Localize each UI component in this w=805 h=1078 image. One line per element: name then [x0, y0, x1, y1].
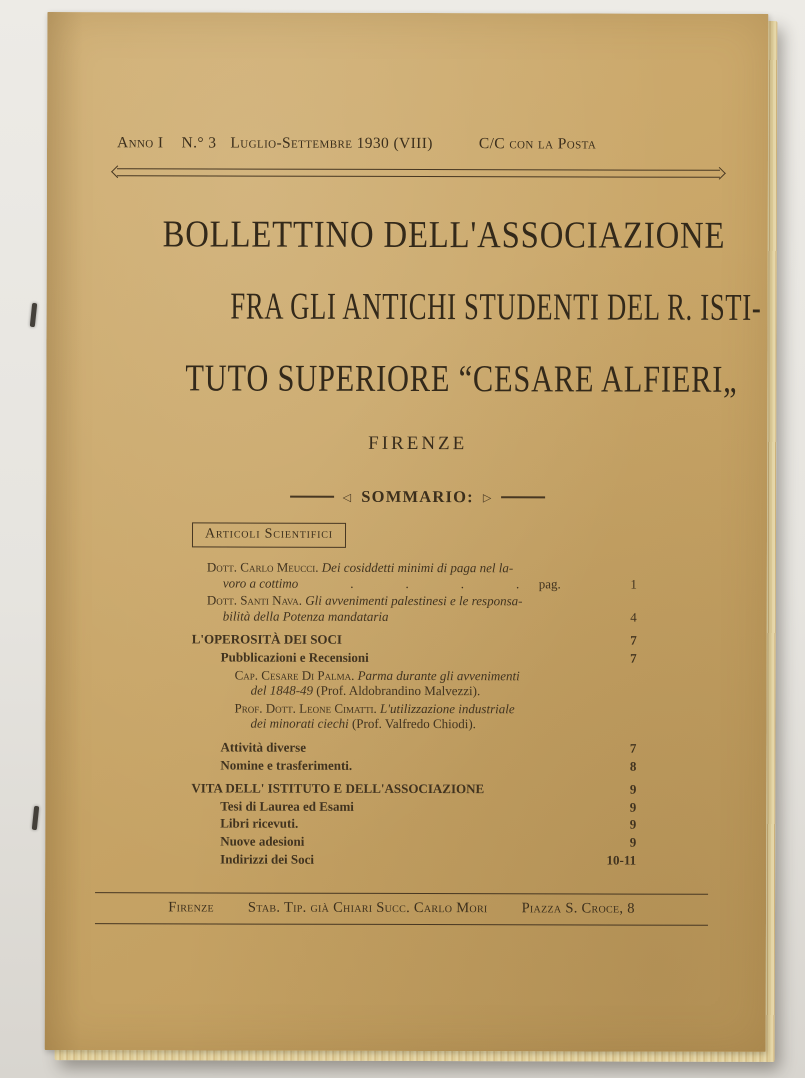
issue-date: Luglio-Settembre 1930 (VIII) [230, 134, 433, 153]
sommario-label: SOMMARIO: [361, 486, 474, 507]
booklet [45, 12, 778, 1062]
toc-item [191, 816, 636, 833]
toc-item [191, 833, 636, 850]
issue-year: Anno I [117, 134, 164, 152]
toc-page-number: 7 [630, 632, 637, 648]
toc-item [191, 781, 636, 798]
left-triangle-icon: ◁ [342, 490, 353, 504]
left-rule-segment [290, 496, 334, 498]
toc-list [191, 559, 637, 867]
title-line-1: BOLLETTINO DELL'ASSOCIAZIONE [162, 213, 726, 257]
toc-item [192, 559, 637, 591]
toc-entry-text: Libri ricevuti. [220, 815, 299, 832]
toc-entry-text: Attività diverse [220, 739, 307, 755]
articoli-scientifici-box: Articoli Scientifici [192, 522, 346, 547]
staple-top [30, 303, 37, 327]
toc-entry-text: Tesi di Laurea ed Esami [220, 798, 354, 814]
toc-page-number: 9 [629, 834, 637, 850]
right-triangle-icon: ▷ [482, 490, 493, 504]
imprint-printer: Stab. Tip. già Chiari Succ. Carlo Mori [247, 899, 488, 917]
toc-page-number: 9 [629, 799, 637, 815]
toc-item [192, 649, 637, 666]
imprint-address: Piazza S. Croce, 8 [521, 900, 635, 917]
toc-entry-text: Dott. Santi Nava. Gli avvenimenti palestinesi e le responsa- bilità della Potenza mandataria [206, 592, 523, 624]
toc-page-number: 9 [629, 816, 637, 832]
toc-entry-text: Dott. Carlo Meucci. Dei cosiddetti minimi di paga nel la- voro a cottimo . . . . pag. [206, 559, 561, 591]
issue-header [117, 134, 720, 154]
toc-item [192, 667, 637, 699]
toc-entry-text: Indirizzi dei Soci [220, 851, 315, 867]
toc-page-number: 7 [629, 740, 637, 756]
title-line-2: FRA GLI ANTICHI STUDENTI DEL R. ISTI- [230, 285, 762, 329]
staple-bottom [32, 806, 39, 830]
toc-entry-text: Pubblicazioni e Recensioni [220, 649, 369, 665]
toc-page-number: 10-11 [606, 852, 637, 868]
toc-item [191, 798, 636, 815]
toc-item [191, 739, 636, 756]
toc-item [191, 700, 636, 732]
toc-entry-text: Nuove adesioni [220, 833, 305, 849]
cover-front [45, 12, 769, 1052]
toc-page-number: 1 [630, 576, 637, 592]
sommario-heading [116, 486, 719, 508]
toc-item [191, 757, 636, 774]
toc-entry-text: Prof. Dott. Leone Cimatti. L'utilizzazione industriale dei minorati ciechi (Prof. Valfredo Chiodi). [234, 700, 515, 732]
toc-entry-text: Cap. Cesare Di Palma. Parma durante gli avvenimenti del 1848-49 (Prof. Aldobrandino Malvezzi). [234, 667, 520, 699]
decorative-double-rule [117, 168, 720, 178]
postal-note: C/C con la Posta [478, 135, 597, 153]
toc-item [192, 632, 637, 649]
issue-number: N.° 3 [181, 134, 217, 152]
toc-entry-text: VITA DELL' ISTITUTO E DELL'ASSOCIAZIONE [191, 780, 485, 797]
toc-entry-text: L'OPEROSITÀ DEI SOCI [191, 631, 343, 648]
city-label: FIRENZE [368, 432, 468, 455]
toc-page-number: 4 [630, 609, 637, 625]
toc-page-number: 9 [629, 781, 637, 797]
imprint-footer [95, 892, 708, 926]
toc-page-number: 7 [630, 650, 637, 666]
right-rule-segment [502, 496, 546, 498]
toc-page-number: 8 [629, 758, 637, 774]
toc-item [192, 593, 637, 625]
toc-entry-text: Nomine e trasferimenti. [220, 757, 353, 773]
imprint-city: Firenze [168, 899, 214, 916]
title-line-3: TUTO SUPERIORE “CESARE ALFIERI„ [185, 357, 738, 401]
toc-item [191, 851, 636, 868]
